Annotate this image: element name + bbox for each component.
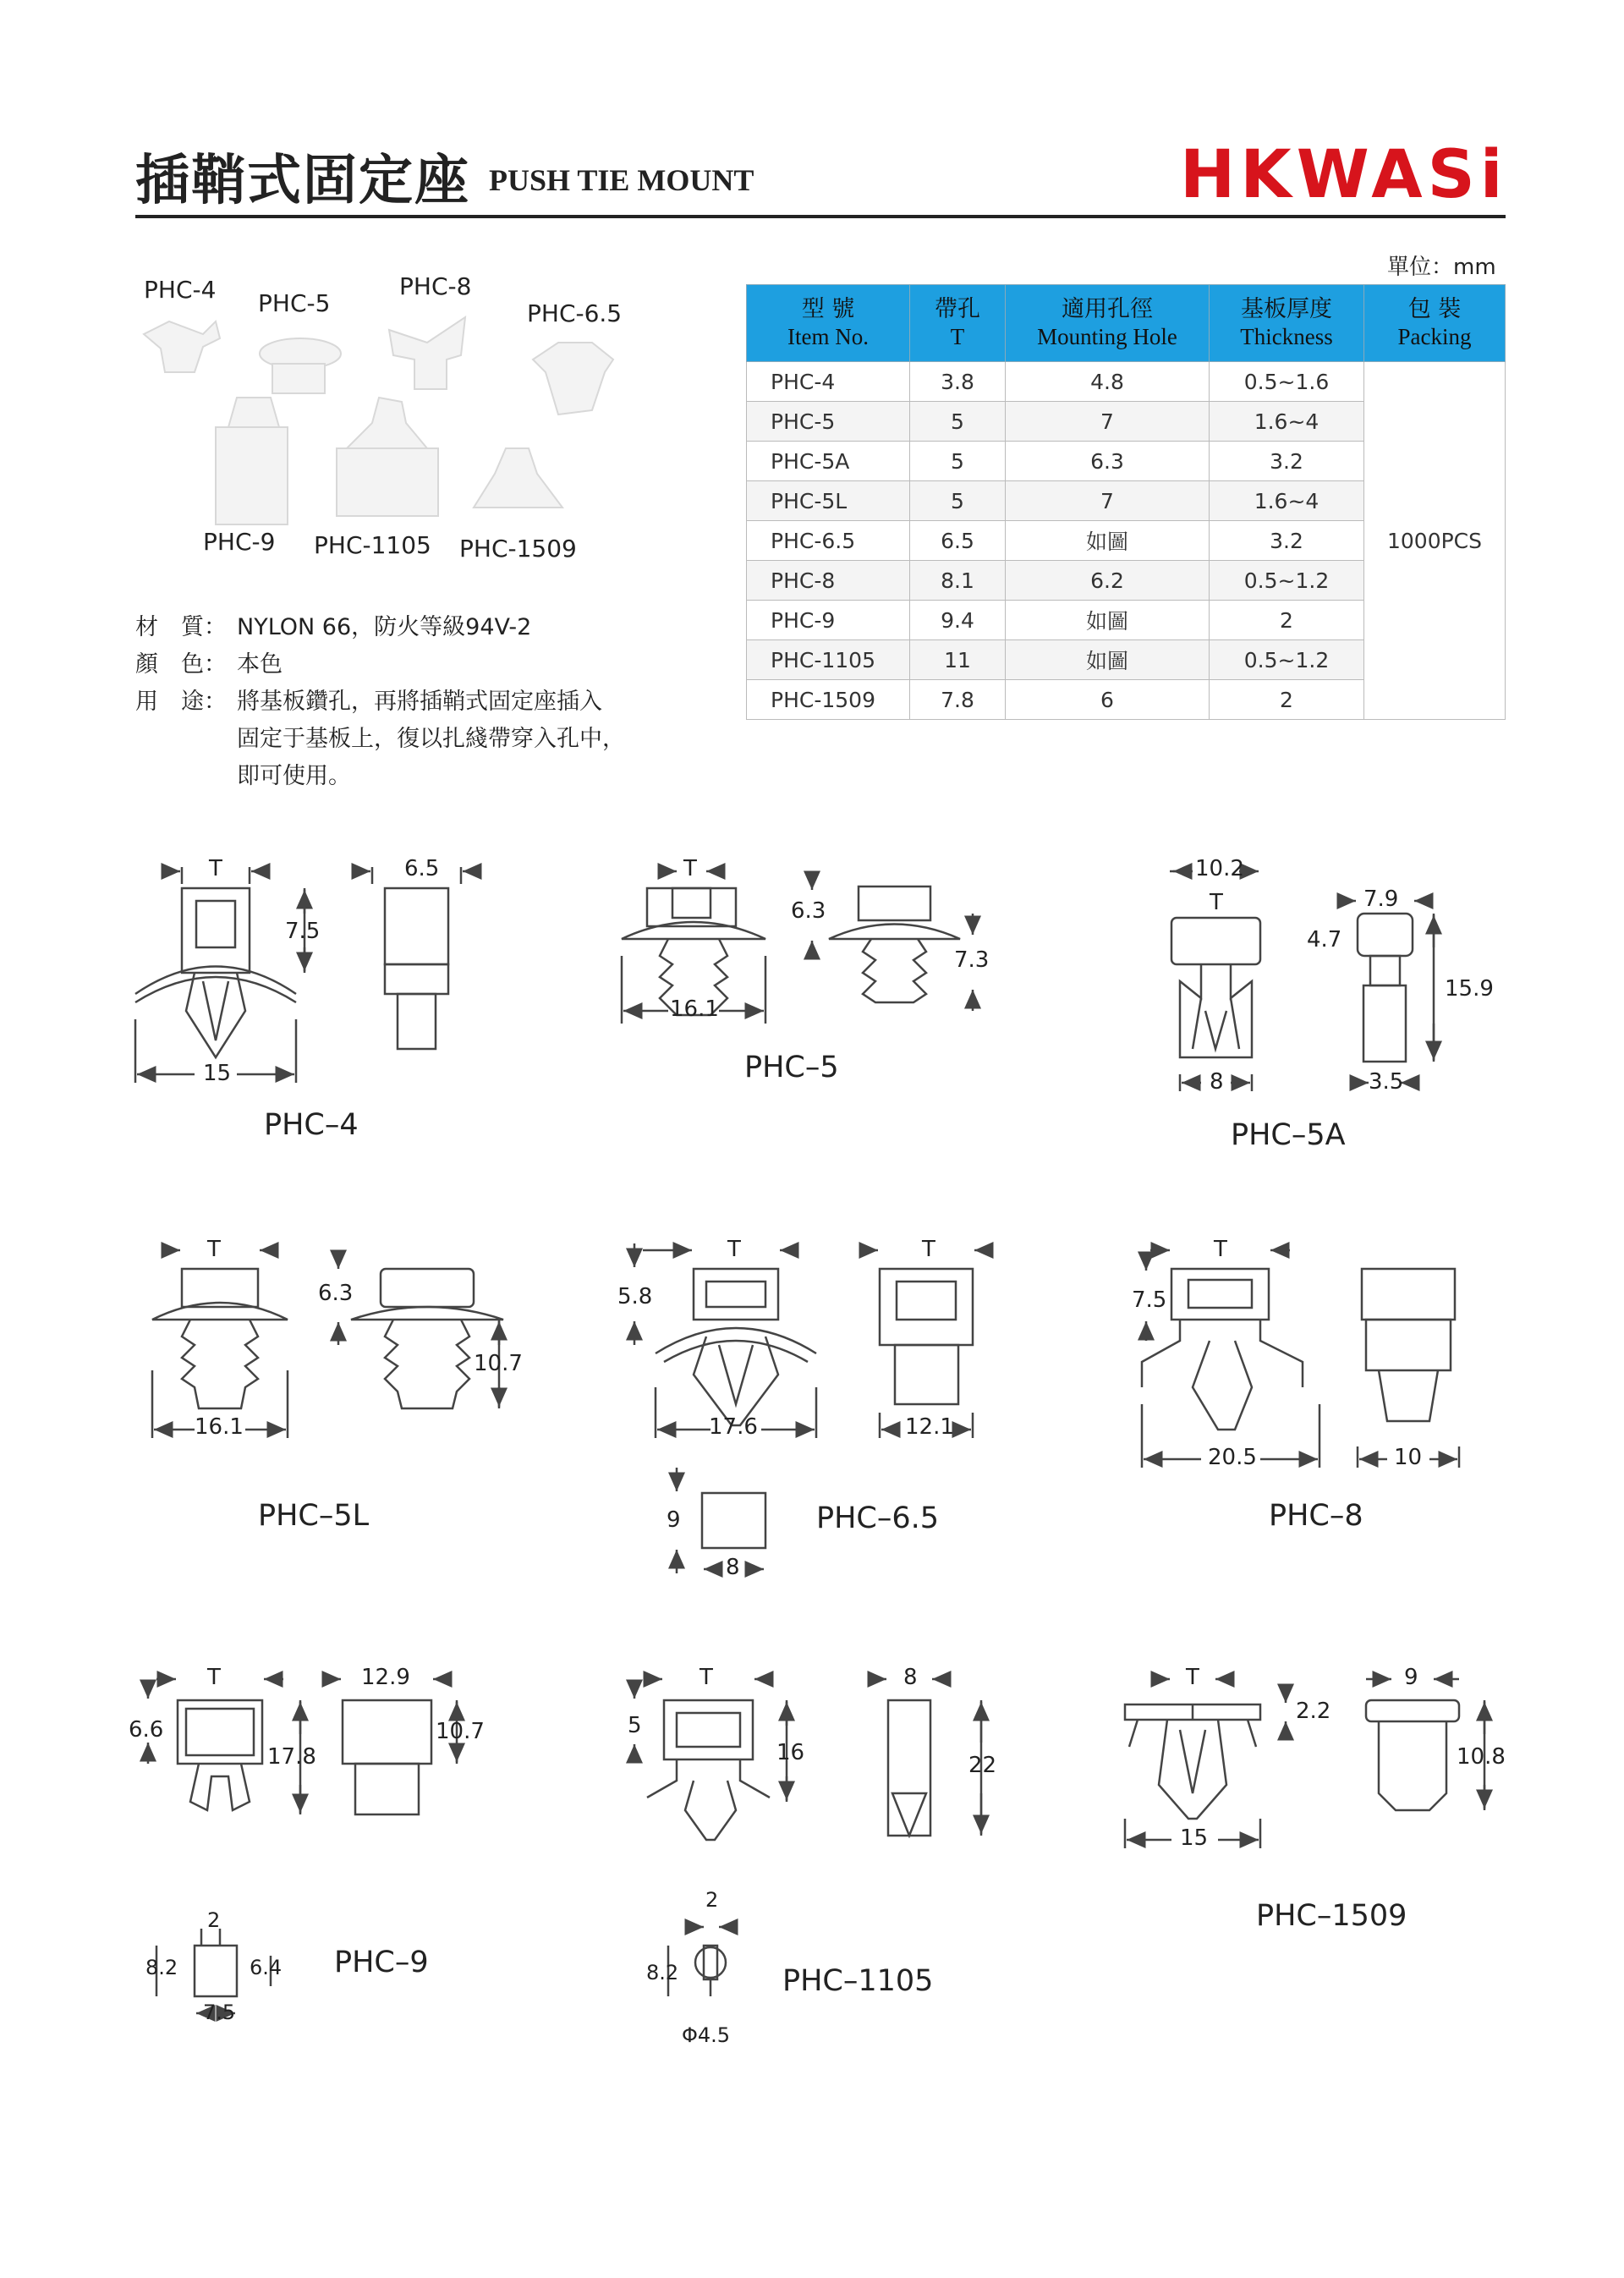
dim-phc1105-dia: Φ4.5	[682, 2023, 731, 2047]
dim-phc9-hole-inner: 6.4	[250, 1956, 283, 1979]
dim-phc4-height: 7.5	[285, 919, 321, 944]
dim-phc1509-height: 10.8	[1457, 1744, 1506, 1770]
dim-phc8-head: 7.5	[1132, 1287, 1167, 1313]
dim-phc9-hole-h: 8.2	[145, 1956, 178, 1979]
photo-label-phc5: PHC-5	[258, 289, 331, 317]
dim-phc9-t: T	[207, 1665, 221, 1690]
drawing-label-phc5a: PHC–5A	[1231, 1118, 1346, 1152]
dim-phc8-span: 20.5	[1208, 1445, 1257, 1470]
cell-thickness: 2	[1210, 601, 1364, 640]
dim-phc5a-stem: 3.5	[1369, 1069, 1404, 1095]
drawing-label-phc4: PHC–4	[264, 1108, 359, 1142]
dim-phc65-head: 5.8	[617, 1284, 653, 1309]
dim-phc5a-base: 8	[1210, 1069, 1224, 1095]
cell-thickness: 0.5~1.2	[1210, 640, 1364, 680]
cell-t: 5	[910, 442, 1006, 481]
dim-phc1105-head: 5	[628, 1713, 642, 1738]
cell-t: 6.5	[910, 521, 1006, 561]
dim-phc1509-thickness: 2.2	[1296, 1699, 1331, 1724]
dim-phc65-t: T	[727, 1237, 741, 1262]
drawing-label-phc1105: PHC–1105	[782, 1964, 934, 1998]
material-label: 材 質：	[135, 614, 227, 640]
cell-model: PHC-5	[747, 402, 910, 442]
dim-phc65-t2: T	[922, 1237, 935, 1262]
dim-phc9-slot: 2	[207, 1908, 221, 1932]
cell-model: PHC-1105	[747, 640, 910, 680]
drawing-label-phc8: PHC–8	[1269, 1499, 1363, 1533]
dim-phc5a-neck: 4.7	[1307, 927, 1342, 952]
page-title-en: PUSH TIE MOUNT	[489, 163, 754, 197]
cell-hole: 6.2	[1006, 561, 1210, 601]
cell-t: 8.1	[910, 561, 1006, 601]
dim-phc4-width: 6.5	[404, 856, 440, 881]
cell-packing: 1000PCS	[1364, 362, 1506, 720]
dim-phc4-span: 15	[203, 1061, 232, 1086]
dim-phc1105-total: 22	[968, 1753, 997, 1778]
cell-model: PHC-5A	[747, 442, 910, 481]
cell-t: 5	[910, 481, 1006, 521]
drawing-label-phc9: PHC–9	[334, 1946, 429, 1979]
dim-phc5-height: 7.3	[954, 947, 990, 973]
col-header-hole: 適用孔徑 Mounting Hole	[1006, 285, 1210, 362]
col-header-item: 型 號 Item No.	[747, 285, 910, 362]
dim-phc5l-thickness: 6.3	[318, 1281, 354, 1306]
dim-phc1509-span: 15	[1180, 1825, 1209, 1851]
cell-model: PHC-4	[747, 362, 910, 402]
cell-t: 11	[910, 640, 1006, 680]
photo-label-phc1509: PHC-1509	[459, 535, 577, 563]
page-title-zh: 插鞘式固定座	[135, 149, 470, 212]
dim-phc5a-head: 7.9	[1363, 886, 1399, 912]
dim-phc1105-hole-h: 8.2	[646, 1961, 679, 1984]
cell-hole: 6.3	[1006, 442, 1210, 481]
usage-line-3: 即可使用。	[237, 763, 351, 789]
cell-t: 7.8	[910, 680, 1006, 720]
photo-label-phc4: PHC-4	[144, 276, 217, 304]
cell-model: PHC-9	[747, 601, 910, 640]
drawing-label-phc65: PHC–6.5	[816, 1501, 940, 1535]
dim-phc9-head: 6.6	[129, 1717, 164, 1743]
drawing-phc4	[135, 867, 474, 1083]
photo-label-phc9: PHC-9	[203, 528, 276, 556]
usage-line-1: 將基板鑽孔，再將插鞘式固定座插入	[237, 689, 602, 715]
usage-line-2: 固定于基板上，復以扎綫帶穿入孔中，	[237, 726, 625, 752]
dim-phc4-t: T	[209, 856, 222, 881]
photo-label-phc65: PHC-6.5	[527, 299, 623, 327]
dim-phc5l-span: 16.1	[195, 1414, 244, 1440]
dim-phc1105-height: 16	[776, 1740, 805, 1765]
col-header-t: 帶孔 T	[910, 285, 1006, 362]
dim-phc9-depth: 12.9	[361, 1665, 410, 1690]
material-value: NYLON 66，防火等級94V-2	[237, 614, 532, 640]
cell-model: PHC-5L	[747, 481, 910, 521]
cell-hole: 如圖	[1006, 601, 1210, 640]
cell-t: 3.8	[910, 362, 1006, 402]
dim-phc5a-t: T	[1210, 890, 1223, 915]
cell-hole: 如圖	[1006, 521, 1210, 561]
col-header-thickness: 基板厚度 Thickness	[1210, 285, 1364, 362]
photo-label-phc1105: PHC-1105	[314, 531, 431, 559]
dim-phc5l-height: 10.7	[474, 1351, 523, 1376]
drawing-label-phc1509: PHC–1509	[1256, 1899, 1407, 1933]
unit-label: 單位：mm	[1387, 255, 1496, 280]
color-label: 顏 色：	[135, 651, 227, 678]
cell-t: 5	[910, 402, 1006, 442]
dim-phc8-t: T	[1214, 1237, 1227, 1262]
cell-hole: 7	[1006, 402, 1210, 442]
dim-phc5a-height: 15.9	[1445, 976, 1494, 1002]
drawing-label-phc5: PHC–5	[744, 1051, 839, 1084]
drawing-phc5l	[152, 1250, 503, 1438]
cell-hole: 4.8	[1006, 362, 1210, 402]
cell-thickness: 0.5~1.2	[1210, 561, 1364, 601]
cell-thickness: 0.5~1.6	[1210, 362, 1364, 402]
photo-label-phc8: PHC-8	[399, 272, 472, 300]
dim-phc65-hole-h: 9	[667, 1507, 681, 1533]
cell-thickness: 1.6~4	[1210, 481, 1364, 521]
dim-phc5-t: T	[683, 856, 697, 881]
brand-logo: HKWASi	[1180, 137, 1508, 213]
cell-thickness: 3.2	[1210, 442, 1364, 481]
dim-phc5-thickness: 6.3	[791, 898, 826, 924]
cell-thickness: 2	[1210, 680, 1364, 720]
dim-phc9-side-h: 10.7	[436, 1719, 485, 1744]
cell-t: 9.4	[910, 601, 1006, 640]
drawing-label-phc5l: PHC–5L	[258, 1499, 370, 1533]
drawing-phc8	[1142, 1250, 1459, 1468]
dim-phc5-span: 16.1	[670, 996, 719, 1022]
cell-thickness: 1.6~4	[1210, 402, 1364, 442]
dim-phc65-span: 17.6	[709, 1414, 758, 1440]
dim-phc9-height: 17.8	[267, 1744, 316, 1770]
cell-model: PHC-8	[747, 561, 910, 601]
dim-phc1105-depth: 8	[903, 1665, 918, 1690]
cell-model: PHC-6.5	[747, 521, 910, 561]
dim-phc9-hole-w: 7.5	[203, 2001, 236, 2024]
cell-thickness: 3.2	[1210, 521, 1364, 561]
usage-label: 用 途：	[135, 689, 227, 715]
dim-phc5l-t: T	[207, 1237, 221, 1262]
drawing-phc1105	[634, 1679, 981, 1996]
cell-hole: 如圖	[1006, 640, 1210, 680]
dim-phc1509-depth: 9	[1404, 1665, 1418, 1690]
dim-phc65-hole-w: 8	[726, 1555, 740, 1580]
dim-phc1509-t: T	[1186, 1665, 1199, 1690]
dim-phc8-depth: 10	[1394, 1445, 1423, 1470]
cell-hole: 7	[1006, 481, 1210, 521]
cell-model: PHC-1509	[747, 680, 910, 720]
dim-phc1105-t: T	[700, 1665, 713, 1690]
dim-phc5a-width: 10.2	[1195, 856, 1244, 881]
dim-phc65-depth: 12.1	[905, 1414, 954, 1440]
color-value: 本色	[237, 651, 283, 678]
cell-hole: 6	[1006, 680, 1210, 720]
dim-phc1105-slot: 2	[705, 1888, 719, 1912]
col-header-packing: 包 裝 Packing	[1364, 285, 1506, 362]
